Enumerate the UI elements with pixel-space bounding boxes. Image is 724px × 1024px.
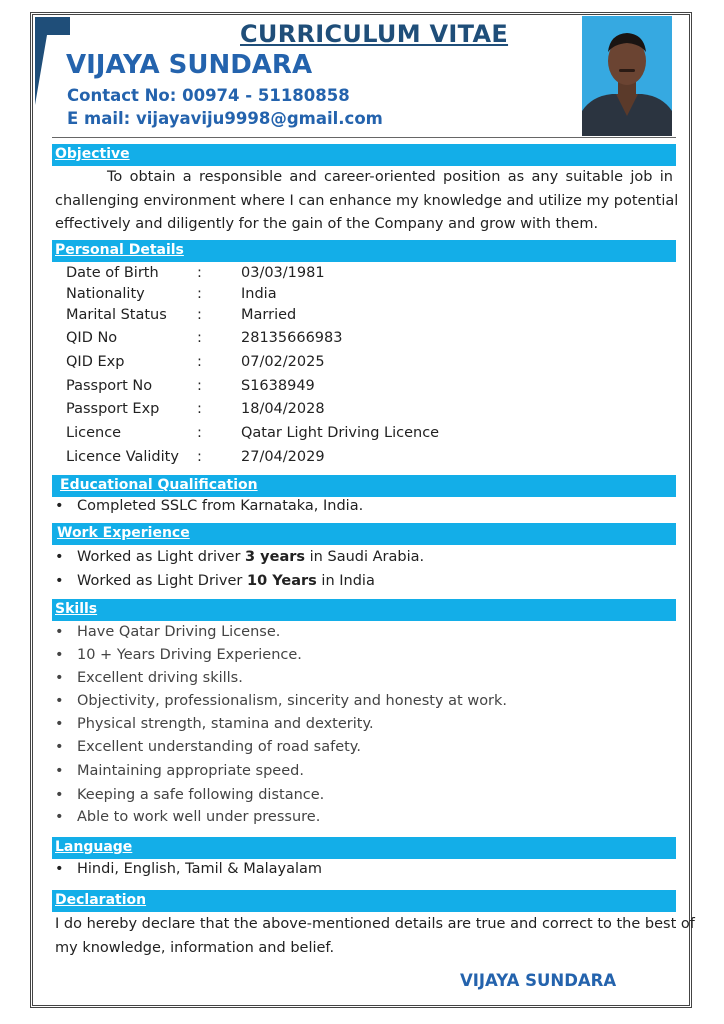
- section-heading: Work Experience: [57, 525, 190, 541]
- objective-text: [55, 166, 679, 237]
- objective-line: To obtain a responsible and career-oriented position as any suitable job in: [107, 169, 673, 185]
- bullet-icon: •: [55, 670, 64, 686]
- list-item: • Physical strength, stamina and dexterity.: [55, 716, 374, 732]
- declaration-line: I do hereby declare that the above-mentioned details are true and correct to the best of: [55, 916, 695, 932]
- detail-label: QID Exp: [66, 354, 125, 370]
- objective-line: challenging environment where I can enhance my knowledge and utilize my potential: [55, 192, 679, 209]
- detail-value: 18/04/2028: [241, 401, 325, 417]
- detail-value: India: [241, 286, 277, 302]
- section-heading: Objective: [55, 146, 130, 162]
- detail-label: Marital Status: [66, 307, 167, 323]
- detail-label: Date of Birth: [66, 265, 159, 281]
- section-education: [52, 475, 676, 497]
- list-item: • Maintaining appropriate speed.: [55, 763, 304, 779]
- detail-separator: :: [197, 286, 202, 302]
- detail-separator: :: [197, 378, 202, 394]
- list-item: • Excellent driving skills.: [55, 670, 243, 686]
- section-objective: [52, 144, 676, 166]
- profile-photo: [582, 16, 672, 136]
- section-declaration: [52, 890, 676, 912]
- section-skills: [52, 599, 676, 621]
- bullet-icon: •: [55, 763, 64, 779]
- bullet-icon: •: [55, 716, 64, 732]
- section-heading: Skills: [55, 601, 98, 617]
- list-item: • Worked as Light Driver 10 Years in India: [55, 573, 375, 589]
- list-item: • Excellent understanding of road safety.: [55, 739, 361, 755]
- detail-separator: :: [197, 354, 202, 370]
- list-item: • Completed SSLC from Karnataka, India.: [55, 498, 364, 514]
- list-item: • Have Qatar Driving License.: [55, 624, 281, 640]
- list-item: • Able to work well under pressure.: [55, 809, 321, 825]
- section-heading: Educational Qualification: [60, 477, 258, 493]
- corner-decoration: [35, 17, 70, 107]
- signature-name: VIJAYA SUNDARA: [460, 971, 617, 990]
- email-address: E mail: vijayaviju9998@gmail.com: [67, 109, 383, 128]
- bullet-icon: •: [55, 647, 64, 663]
- detail-separator: :: [197, 330, 202, 346]
- bullet-icon: •: [55, 861, 64, 877]
- detail-value: 28135666983: [241, 330, 343, 346]
- detail-value: Qatar Light Driving Licence: [241, 425, 440, 441]
- declaration-line: my knowledge, information and belief.: [55, 939, 335, 956]
- page-title: CURRICULUM VITAE: [240, 20, 509, 48]
- candidate-name: VIJAYA SUNDARA: [66, 50, 313, 80]
- section-heading: Language: [55, 839, 133, 855]
- list-item: • Keeping a safe following distance.: [55, 787, 325, 803]
- detail-value: Married: [241, 307, 297, 323]
- bullet-icon: •: [55, 624, 64, 640]
- objective-line: effectively and diligently for the gain of the Company and grow with them.: [55, 216, 599, 232]
- detail-label: QID No: [66, 330, 118, 346]
- detail-value: 03/03/1981: [241, 265, 325, 281]
- detail-label: Passport No: [66, 378, 153, 394]
- bullet-icon: •: [55, 549, 64, 565]
- list-item: • Worked as Light driver 3 years in Saudi Arabia.: [55, 549, 425, 565]
- declaration-text: [55, 913, 695, 960]
- detail-label: Licence: [66, 425, 122, 441]
- section-work-experience: [52, 523, 676, 545]
- header-divider: [52, 137, 676, 138]
- list-item: • Objectivity, professionalism, sincerity and honesty at work.: [55, 693, 508, 709]
- section-heading: Declaration: [55, 892, 147, 908]
- detail-separator: :: [197, 265, 202, 281]
- list-item: • 10 + Years Driving Experience.: [55, 647, 302, 663]
- contact-number: Contact No: 00974 - 51180858: [67, 86, 350, 105]
- detail-value: S1638949: [241, 378, 315, 394]
- bullet-icon: •: [55, 693, 64, 709]
- detail-separator: :: [197, 425, 202, 441]
- detail-separator: :: [197, 449, 202, 465]
- detail-label: Licence Validity: [66, 449, 179, 465]
- bullet-icon: •: [55, 573, 64, 589]
- bullet-icon: •: [55, 787, 64, 803]
- bullet-icon: •: [55, 498, 64, 514]
- section-language: [52, 837, 676, 859]
- detail-separator: :: [197, 401, 202, 417]
- section-personal-details: [52, 240, 676, 262]
- bullet-icon: •: [55, 739, 64, 755]
- detail-label: Nationality: [66, 286, 145, 302]
- detail-label: Passport Exp: [66, 401, 160, 417]
- list-item: • Hindi, English, Tamil & Malayalam: [55, 861, 323, 877]
- detail-value: 27/04/2029: [241, 449, 325, 465]
- detail-separator: :: [197, 307, 202, 323]
- bullet-icon: •: [55, 809, 64, 825]
- detail-value: 07/02/2025: [241, 354, 325, 370]
- section-heading: Personal Details: [55, 242, 184, 258]
